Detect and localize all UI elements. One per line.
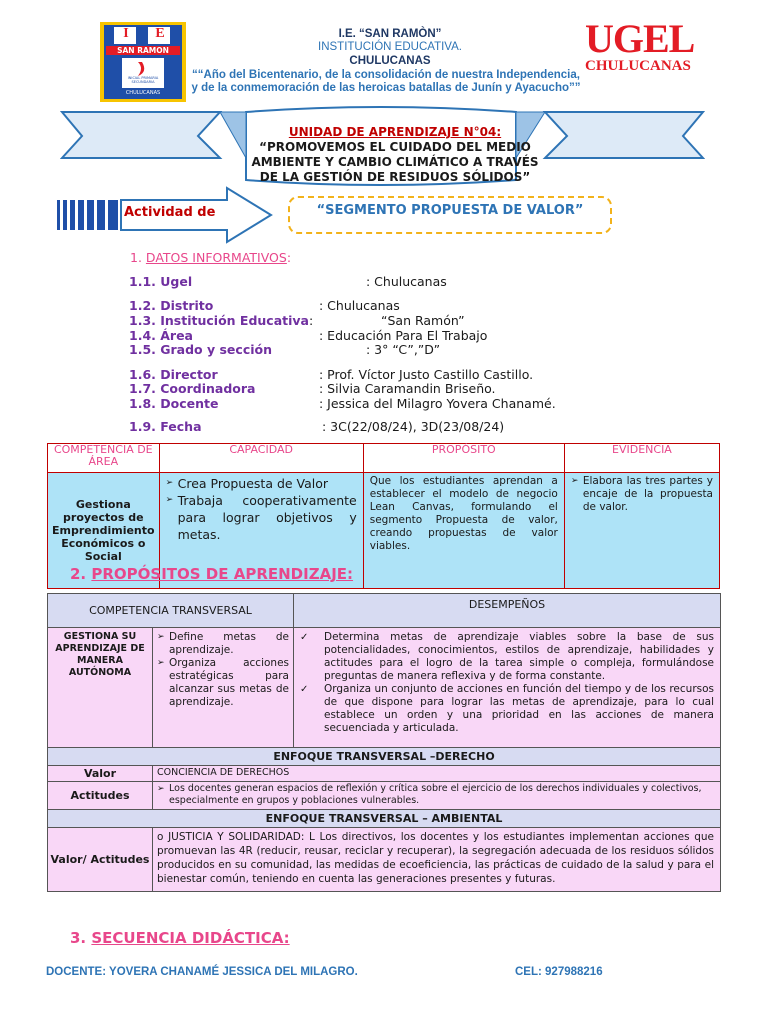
logo-letter-i: I <box>123 26 129 41</box>
footer-cel: CEL: 927988216 <box>515 966 603 978</box>
ugel-logo-subtext: CHULUCANAS <box>585 58 691 74</box>
ugel-value: : Chulucanas <box>366 274 447 289</box>
unit-banner-text <box>250 125 540 185</box>
capacidades-transversal-cell <box>153 628 294 748</box>
activity-title-box <box>288 196 612 234</box>
list-item: ➢ Elabora las tres partes y encaje de la propuesta de valor. <box>571 475 713 514</box>
header-proposito: PROPÓSITO <box>363 444 564 473</box>
activity-title: “SEGMENTO PROPUESTA DE VALOR” <box>316 203 584 218</box>
capacidades-transversal-list <box>157 631 289 709</box>
propositos-table <box>47 593 721 892</box>
ugel-label: 1.1. Ugel <box>129 274 193 289</box>
list-item: ➢ Los docentes generan espacios de reflexión y crítica sobre el ejercicio de los derechos individuales y colectivos, especialmente en grupos y poblaciones vulnerables. <box>157 783 716 807</box>
fecha-label: 1.9. Fecha <box>129 419 202 434</box>
list-item: ➢ Define metas de aprendizaje. <box>157 631 289 657</box>
institucion-value: “San Ramón” <box>381 313 465 328</box>
header-capacidad: CAPACIDAD <box>159 444 363 473</box>
distrito-label: 1.2. Distrito <box>129 298 214 313</box>
table-row <box>48 748 721 766</box>
fecha-value: : 3C(22/08/24), 3D(23/08/24) <box>322 419 505 434</box>
year-name-line2: y de la conmemoración de las heroicas batallas de Junín y Ayacucho”” <box>191 82 581 94</box>
list-item: ✓ Organiza un conjunto de acciones en función del tiempo y de los recursos de que dispone para lograr las metas de aprendizaje, para lo cual establece un orden y una prioridad en las acciones de manera secuenciada y articulada. <box>300 683 714 735</box>
footer-docente: DOCENTE: YOVERA CHANAMÉ JESSICA DEL MILAGRO. <box>46 966 358 978</box>
institucion-label <box>129 313 313 328</box>
activity-label: Actividad de <box>124 205 216 220</box>
actitudes-label: Actitudes <box>48 782 153 810</box>
unit-name-line2: AMBIENTE Y CAMBIO CLIMÁTICO A TRAVÉS <box>251 155 539 169</box>
section1-heading: DATOS INFORMATIVOS <box>145 250 287 265</box>
table-row <box>48 782 721 810</box>
area-value: : Educación Para El Trabajo <box>319 328 488 343</box>
table-header-row <box>48 594 721 628</box>
valor-label: Valor <box>48 766 153 782</box>
coordinadora-label: 1.7. Coordinadora <box>129 381 256 396</box>
director-value: : Prof. Víctor Justo Castillo Castillo. <box>319 367 534 382</box>
unit-name-line1: “PROMOVEMOS EL CUIDADO DEL MEDIO <box>259 140 531 154</box>
header-competencia-transversal: COMPETENCIA TRANSVERSAL <box>48 594 294 628</box>
institucion-label-text: 1.3. Institución Educativa <box>129 313 309 328</box>
competencia-area-cell: Gestiona proyectos de Emprendimiento Económicos o Social <box>48 473 160 589</box>
section1-colon: : <box>286 250 292 265</box>
evidencia-list <box>571 475 713 514</box>
institucion-colon: : <box>308 313 314 328</box>
header-desempenos: DESEMPEÑOS <box>294 594 721 628</box>
director-label: 1.6. Director <box>129 367 218 382</box>
section3-number: 3. <box>70 929 87 947</box>
proposito-cell: Que los estudiantes aprendan a establecer el modelo de negocio Lean Canvas, formulando el segmento Propuesta de valor, creando propuestas de valor viables. <box>363 473 564 589</box>
ugel-logo <box>585 16 705 74</box>
year-name-line1: ““Año del Bicentenario, de la consolidación de nuestra Independencia, <box>192 69 580 81</box>
distrito-value: : Chulucanas <box>319 298 400 313</box>
docente-label: 1.8. Docente <box>129 396 219 411</box>
table-row <box>48 810 721 828</box>
table-row <box>48 766 721 782</box>
unit-name-line3: DE LA GESTIÓN DE RESIDUOS SÓLIDOS” <box>259 170 531 184</box>
desempenos-list <box>300 631 714 735</box>
valor-actitudes-text: o JUSTICIA Y SOLIDARIDAD: L Los directivos, los docentes y los estudiantes implementan acciones que promuevan las 4R (reducir, reusar, reciclar y recuperar), la segregación adecuada de los residuos sólidos producidos en su comunidad, las medidas de ecoeficiencia, las prácticas de cuidado de la salud y para el bienestar común, teniendo en cuenta las generaciones presentes y futuras. <box>153 828 721 892</box>
logo-levels: INICIAL PRIMARIA SECUNDARIA <box>127 76 159 84</box>
evidencia-cell <box>564 473 719 589</box>
table-row <box>48 828 721 892</box>
school-city: CHULUCANAS <box>349 55 431 67</box>
table-header-row <box>48 444 720 473</box>
desempenos-cell <box>294 628 721 748</box>
valor-actitudes-label: Valor/ Actitudes <box>48 828 153 892</box>
header-competencia-area: COMPETENCIA DE ÁREA <box>48 444 160 473</box>
header-evidencia: EVIDENCIA <box>564 444 719 473</box>
competencia-transversal-cell: GESTIONA SU APRENDIZAJE DE MANERA AUTÓNOMA <box>48 628 153 748</box>
enfoque-derecho-title: ENFOQUE TRANSVERSAL –DERECHO <box>48 748 721 766</box>
logo-city: CHULUCANAS <box>125 90 161 96</box>
enfoque-ambiental-title: ENFOQUE TRANSVERSAL – AMBIENTAL <box>48 810 721 828</box>
list-item: ✓ Determina metas de aprendizaje viables sobre la base de sus potencialidades, conocimientos, estilos de aprendizaje, habilidades y actitudes para el logro de la tarea simple o compleja, formulándose preguntas de manera reflexiva y de forma constante. <box>300 631 714 683</box>
grado-label: 1.5. Grado y sección <box>129 342 272 357</box>
list-item: ➢ Organiza acciones estratégicas para alcanzar sus metas de aprendizaje. <box>157 657 289 709</box>
ugel-logo-text: UGEL <box>585 16 695 61</box>
capacidad-list <box>166 475 357 543</box>
section3-heading: SECUENCIA DIDÁCTICA: <box>91 929 290 947</box>
coordinadora-value: : Silvia Caramandin Briseño. <box>319 381 496 396</box>
unit-title: UNIDAD DE APRENDIZAJE N°04: <box>288 125 502 139</box>
logo-letter-e: E <box>155 26 165 41</box>
section2-title <box>70 565 353 583</box>
section1-number: 1. <box>130 250 142 265</box>
logo-school-name: SAN RAMON <box>117 46 169 55</box>
valor-text: CONCIENCIA DE DERECHOS <box>153 766 721 782</box>
actitudes-list <box>157 783 716 807</box>
school-logo <box>100 22 186 102</box>
section1-title <box>130 250 291 265</box>
docente-value: : Jessica del Milagro Yovera Chanamé. <box>319 396 556 411</box>
section2-number: 2. <box>70 565 87 583</box>
area-label: 1.4. Área <box>129 328 193 343</box>
grado-value: : 3° “C”,”D” <box>366 342 441 357</box>
actitudes-cell <box>153 782 721 810</box>
table-row <box>48 628 721 748</box>
school-type: INSTITUCIÓN EDUCATIVA. <box>318 41 462 53</box>
school-name: I.E. “SAN RAMÒN” <box>338 28 442 40</box>
section3-title <box>70 929 290 947</box>
list-item: ➢ Trabaja cooperativamente para lograr objetivos y metas. <box>166 492 357 543</box>
list-item: ➢ Crea Propuesta de Valor <box>166 475 357 492</box>
section2-heading: PROPÓSITOS DE APRENDIZAJE: <box>91 565 354 583</box>
